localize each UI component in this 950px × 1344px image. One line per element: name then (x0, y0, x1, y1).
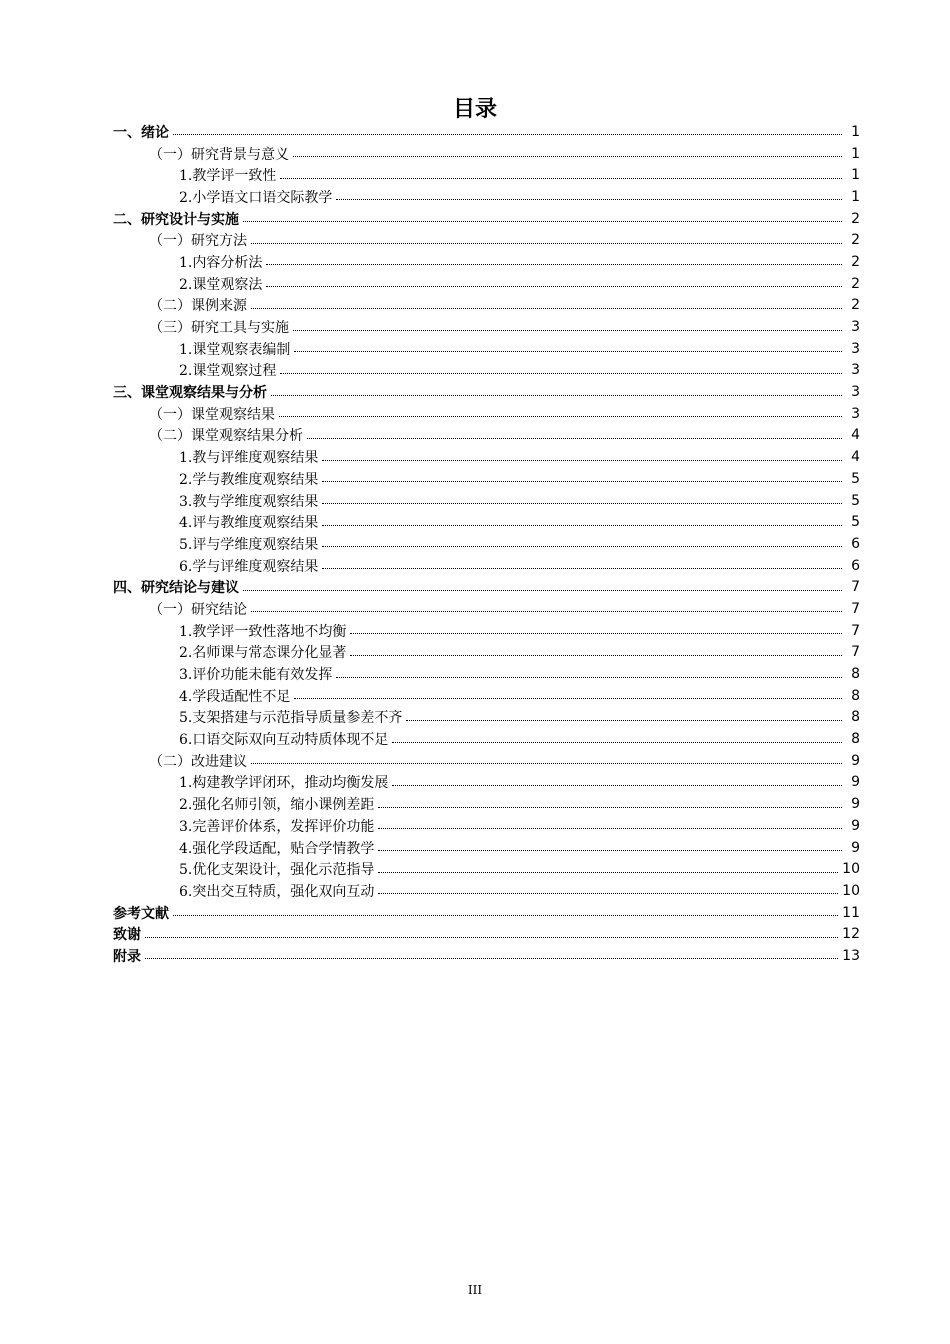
toc-entry[interactable] (113, 685, 860, 707)
toc-entry-page-number: 3 (851, 384, 860, 401)
toc-entry[interactable] (113, 186, 860, 208)
toc-entry-page-number: 9 (851, 796, 860, 813)
toc-entry-label: 1.教学评一致性落地不均衡 (179, 623, 347, 640)
toc-entry-page-number: 5 (851, 514, 860, 531)
toc-entry[interactable] (113, 511, 860, 533)
toc-entry-page-number: 7 (851, 579, 860, 596)
dot-leader (322, 489, 842, 504)
toc-entry-page-number: 2 (851, 210, 860, 227)
dot-leader (350, 641, 842, 656)
toc-entry[interactable] (113, 923, 860, 945)
toc-entry-label: 3.评价功能未能有效发挥 (179, 667, 333, 684)
dot-leader (293, 142, 842, 157)
toc-entry-label: 2.小学语文口语交际教学 (179, 189, 333, 206)
toc-entry-label: 5.优化支架设计，强化示范指导 (179, 862, 375, 879)
table-of-contents (113, 121, 860, 967)
toc-entry-label: 5.评与学维度观察结果 (179, 536, 319, 553)
toc-entry-label: 一、绪论 (113, 124, 169, 141)
toc-entry-label: （一）研究背景与意义 (149, 146, 289, 163)
toc-entry[interactable] (113, 620, 860, 642)
toc-entry-page-number: 7 (851, 644, 860, 661)
toc-entry-page-number: 9 (851, 839, 860, 856)
toc-entry[interactable] (113, 316, 860, 338)
toc-entry-page-number: 8 (851, 709, 860, 726)
toc-entry[interactable] (113, 555, 860, 577)
toc-entry-page-number: 9 (851, 774, 860, 791)
toc-entry-page-number: 12 (842, 926, 860, 943)
dot-leader (243, 207, 842, 222)
toc-entry-page-number: 9 (851, 817, 860, 834)
toc-entry-label: （二）课堂观察结果分析 (149, 428, 303, 445)
toc-entry[interactable] (113, 837, 860, 859)
toc-entry-page-number: 7 (851, 622, 860, 639)
toc-entry-page-number: 13 (842, 947, 860, 964)
toc-entry-label: （一）课堂观察结果 (149, 406, 275, 423)
toc-entry-page-number: 1 (851, 167, 860, 184)
toc-entry-page-number: 8 (851, 666, 860, 683)
dot-leader (251, 749, 842, 764)
toc-entry[interactable] (113, 403, 860, 425)
toc-entry[interactable] (113, 750, 860, 772)
dot-leader (243, 576, 842, 591)
toc-entry[interactable] (113, 902, 860, 924)
toc-entry[interactable] (113, 793, 860, 815)
dot-leader (294, 337, 842, 352)
dot-leader (322, 532, 842, 547)
toc-entry[interactable] (113, 772, 860, 794)
toc-entry-page-number: 2 (851, 253, 860, 270)
toc-entry-page-number: 5 (851, 470, 860, 487)
toc-entry-label: 1.教与评维度观察结果 (179, 450, 319, 467)
toc-entry-label: （二）课例来源 (149, 298, 247, 315)
toc-entry-label: 4.强化学段适配，贴合学情教学 (179, 840, 375, 857)
dot-leader (378, 793, 842, 808)
toc-entry-label: 4.评与教维度观察结果 (179, 515, 319, 532)
dot-leader (293, 316, 842, 331)
toc-entry-label: 1.构建教学评闭环，推动均衡发展 (179, 775, 389, 792)
toc-entry-page-number: 10 (842, 882, 860, 899)
toc-entry-page-number: 2 (851, 275, 860, 292)
toc-entry-label: 2.课堂观察法 (179, 276, 263, 293)
toc-entry-label: 二、研究设计与实施 (113, 211, 239, 228)
dot-leader (173, 901, 838, 916)
toc-entry-label: 3.教与学维度观察结果 (179, 493, 319, 510)
toc-entry-label: 6.突出交互特质，强化双向互动 (179, 883, 375, 900)
toc-entry[interactable] (113, 663, 860, 685)
toc-entry-label: （二）改进建议 (149, 753, 247, 770)
toc-entry-page-number: 8 (851, 731, 860, 748)
toc-entry-label: （三）研究工具与实施 (149, 320, 289, 337)
toc-entry[interactable] (113, 381, 860, 403)
page-number-footer: III (467, 1283, 483, 1297)
toc-entry-page-number: 11 (842, 904, 860, 921)
toc-entry-page-number: 1 (851, 188, 860, 205)
toc-entry[interactable] (113, 121, 860, 143)
dot-leader (279, 402, 842, 417)
toc-entry[interactable] (113, 945, 860, 967)
toc-entry-label: 6.口语交际双向互动特质体现不足 (179, 732, 389, 749)
toc-entry-page-number: 1 (851, 123, 860, 140)
toc-entry[interactable] (113, 598, 860, 620)
toc-entry-page-number: 4 (851, 427, 860, 444)
toc-entry-label: 2.课堂观察过程 (179, 363, 277, 380)
dot-leader (280, 359, 842, 374)
toc-entry-label: （一）研究方法 (149, 233, 247, 250)
dot-leader (145, 923, 838, 938)
toc-entry[interactable] (113, 446, 860, 468)
toc-entry[interactable] (113, 576, 860, 598)
dot-leader (251, 597, 842, 612)
toc-entry-page-number: 3 (851, 340, 860, 357)
toc-entry[interactable] (113, 468, 860, 490)
dot-leader (378, 879, 838, 894)
toc-entry-label: 3.完善评价体系，发挥评价功能 (179, 818, 375, 835)
dot-leader (336, 663, 842, 678)
dot-leader (322, 446, 842, 461)
toc-entry-page-number: 6 (851, 535, 860, 552)
dot-leader (294, 684, 842, 699)
toc-entry-label: 致谢 (113, 927, 141, 944)
dot-leader (378, 858, 838, 873)
toc-entry-page-number: 6 (851, 557, 860, 574)
toc-entry-label: 2.学与教维度观察结果 (179, 471, 319, 488)
toc-entry[interactable] (113, 251, 860, 273)
dot-leader (378, 814, 842, 829)
toc-entry-label: 5.支架搭建与示范指导质量参差不齐 (179, 710, 403, 727)
dot-leader (280, 164, 842, 179)
toc-entry-page-number: 9 (851, 752, 860, 769)
toc-entry[interactable] (113, 143, 860, 165)
dot-leader (251, 294, 842, 309)
toc-entry[interactable] (113, 360, 860, 382)
toc-entry[interactable] (113, 707, 860, 729)
toc-entry-label: 四、研究结论与建议 (113, 580, 239, 597)
toc-entry[interactable] (113, 490, 860, 512)
toc-entry-label: 三、课堂观察结果与分析 (113, 385, 267, 402)
toc-entry-label: 1.教学评一致性 (179, 168, 277, 185)
toc-entry[interactable] (113, 642, 860, 664)
dot-leader (271, 381, 842, 396)
dot-leader (251, 229, 842, 244)
toc-entry[interactable] (113, 273, 860, 295)
toc-entry-page-number: 2 (851, 232, 860, 249)
dot-leader (322, 511, 842, 526)
toc-entry-label: 4.学段适配性不足 (179, 688, 291, 705)
dot-leader (406, 706, 842, 721)
dot-leader (336, 185, 842, 200)
toc-entry-label: 1.内容分析法 (179, 254, 263, 271)
dot-leader (307, 424, 842, 439)
dot-leader (392, 728, 842, 743)
toc-entry-label: 附录 (113, 948, 141, 965)
toc-entry[interactable] (113, 533, 860, 555)
toc-entry[interactable] (113, 208, 860, 230)
toc-entry-page-number: 4 (851, 449, 860, 466)
dot-leader (266, 250, 842, 265)
toc-entry[interactable] (113, 880, 860, 902)
toc-entry-page-number: 3 (851, 405, 860, 422)
toc-entry[interactable] (113, 858, 860, 880)
dot-leader (322, 554, 842, 569)
toc-entry-label: 2.名师课与常态课分化显著 (179, 645, 347, 662)
toc-entry-page-number: 5 (851, 492, 860, 509)
toc-entry-page-number: 3 (851, 319, 860, 336)
dot-leader (392, 771, 842, 786)
toc-entry-page-number: 8 (851, 687, 860, 704)
toc-entry-page-number: 1 (851, 145, 860, 162)
toc-entry-label: 2.强化名师引领，缩小课例差距 (179, 797, 375, 814)
dot-leader (322, 467, 842, 482)
toc-entry-page-number: 2 (851, 297, 860, 314)
toc-entry[interactable] (113, 425, 860, 447)
toc-title: 目录 (452, 97, 497, 122)
toc-entry[interactable] (113, 728, 860, 750)
dot-leader (350, 619, 842, 634)
toc-entry-label: 1.课堂观察表编制 (179, 341, 291, 358)
dot-leader (145, 944, 838, 959)
toc-entry-label: （一）研究结论 (149, 601, 247, 618)
dot-leader (173, 120, 842, 135)
toc-entry-label: 参考文献 (113, 905, 169, 922)
toc-entry[interactable] (113, 295, 860, 317)
toc-entry[interactable] (113, 164, 860, 186)
toc-entry-page-number: 3 (851, 362, 860, 379)
toc-entry-page-number: 10 (842, 861, 860, 878)
toc-entry[interactable] (113, 815, 860, 837)
toc-entry[interactable] (113, 338, 860, 360)
dot-leader (266, 272, 842, 287)
dot-leader (378, 836, 842, 851)
toc-entry-label: 6.学与评维度观察结果 (179, 558, 319, 575)
toc-entry[interactable] (113, 229, 860, 251)
toc-entry-page-number: 7 (851, 600, 860, 617)
